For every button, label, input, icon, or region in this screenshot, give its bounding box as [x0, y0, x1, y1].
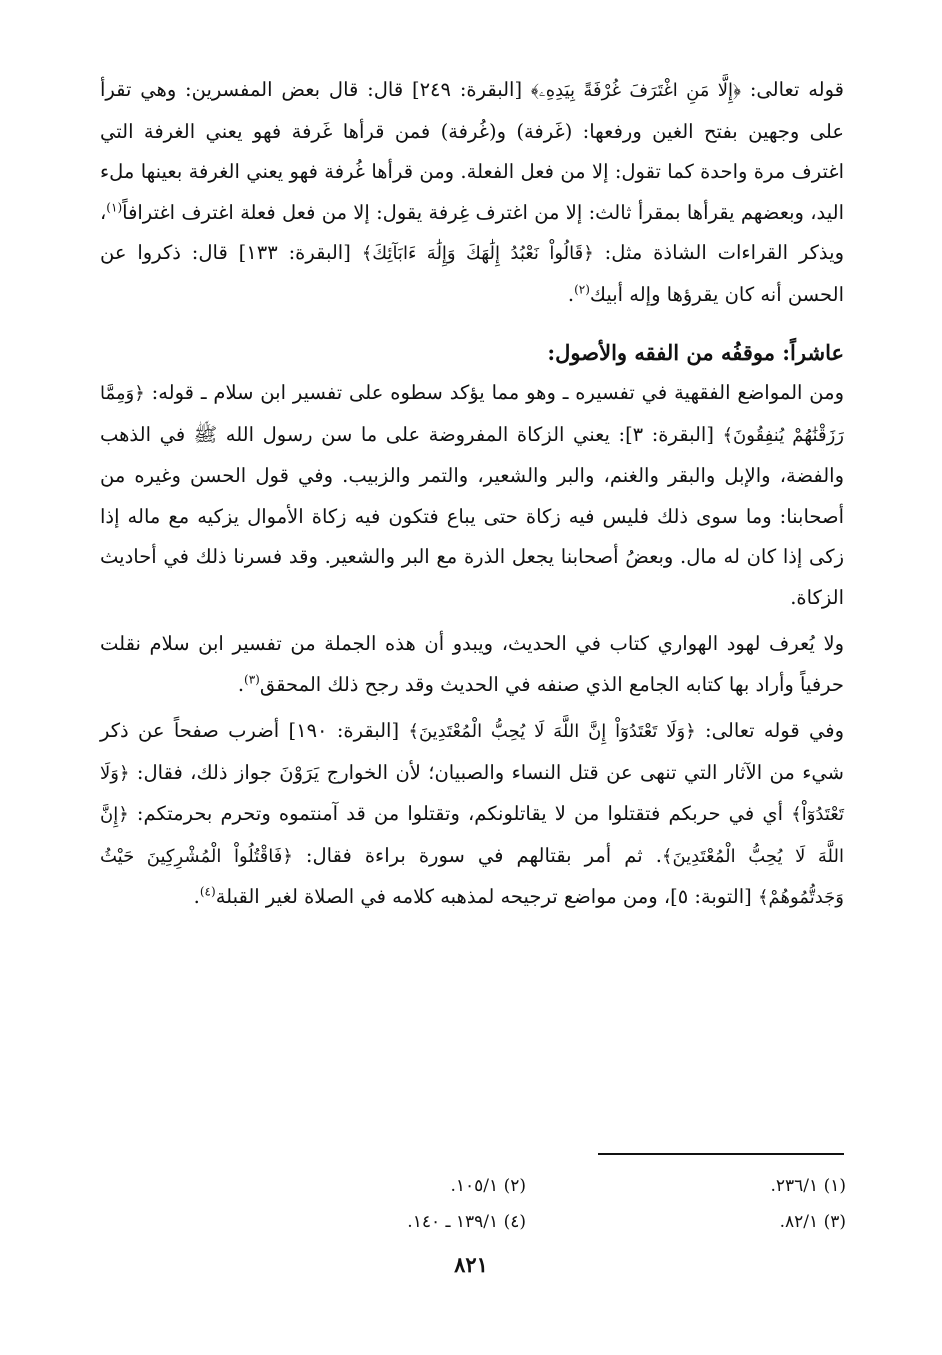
paragraph-text: ومن المواضع الفقهية في تفسيره ـ وهو مما يؤكد سطوه على تفسير ابن سلام ـ قوله:: [144, 381, 844, 404]
footnote-reference: (٣): [244, 672, 260, 686]
paragraph: [100, 70, 844, 315]
paragraph-text: .: [237, 672, 245, 696]
quran-verse: ﴿فَاقْتُلُواْ الْمُشْرِكِينَ حَيْثُ وَجَدتُّمُوهُمْ﴾: [100, 845, 844, 908]
paragraph-text: .: [193, 885, 200, 908]
paragraph-text: [البقرة: ٢٤٩] قال: قال بعض المفسرين: وهي تقرأ على وجهين بفتح الغين ورفعها: (غَرفة) و(غُرفة) فمن قرأها غَرفة فهو يعني الغرفة التي اغترف مرة واحدة كما تقول: إلا من فعل الفعلة. ومن قرأها غُرفة فهو يعني الغرفة بعينها ملء اليد، وبعضهم يقرأها بمقرأ ثالث: إلا من اغترف غِرفة يقول: إلا من فعل فعلة اغترف اغترافاً: [100, 78, 844, 224]
paragraph: [100, 624, 844, 705]
quran-verse: ﴿وَلَا تَعْتَدُوٓاْ﴾: [100, 762, 844, 825]
footnotes: [206, 1168, 846, 1240]
paragraph-text: ولا يُعرف لهود الهواري كتاب في الحديث، ويبدو أن هذه الجملة من تفسير ابن سلام نقلت حرفياً وأراد بها كتابه الجامع الذي صنفه في الحديث وقد رجح ذلك المحقق: [100, 632, 844, 696]
paragraph-text: أي في حربكم فتقتلوا من لا يقاتلونكم، وتقتلوا من قد آمنتموه وتحرم بحرمتكم:: [128, 802, 792, 825]
quran-verse: ﴿وَمِمَّا رَزَقْنَٰهُمْ يُنفِقُونَ﴾: [100, 383, 844, 446]
footnote-4: (٤) ١٣٩/١ ـ ١٤٠.: [407, 1212, 526, 1232]
paragraph-text: قوله تعالى:: [741, 78, 844, 101]
page-number: ٨٢١: [454, 1252, 488, 1277]
footnote-2: (٢) ١٠٥/١.: [450, 1176, 526, 1196]
paragraph-text: [البقرة: ٣]: يعني الزكاة المفروضة على ما سن رسول الله ﷺ في الذهب والفضة، والإبل والبقر والغنم، والبر والشعير، والتمر والزبيب. وفي قول الحسن وغيره من أصحابنا: وما سوى ذلك فليس فيه زكاة حتى يباع فتكون فيه زكاة الأموال يزكيه مع ماله إذا زكى إذا كان له مال. وبعضُ أصحابنا يجعل الذرة مع البر والشعير. وقد فسرنا ذلك في أحاديث الزكاة.: [100, 422, 844, 609]
footnote-row: [206, 1168, 846, 1204]
footnote-reference: (١): [106, 200, 123, 214]
footnote-1: (١) ٢٣٦/١.: [770, 1176, 846, 1196]
footnote-reference: (٤): [199, 884, 216, 899]
quran-verse: ﴿وَلَا تَعْتَدُوٓاْ إِنَّ اللَّهَ لَا يُحِبُّ الْمُعْتَدِينَ﴾: [408, 721, 696, 742]
bottom-paragraphs: [100, 373, 844, 919]
footnote-divider: [598, 1153, 844, 1155]
footnote-row: [206, 1204, 846, 1240]
section-title: عاشراً: موقفُه من الفقه والأصول:: [547, 340, 844, 365]
quran-verse: ﴿إِلَّا مَنِ اغْتَرَفَ غُرْفَةً بِيَدِهِۦ﴾: [530, 80, 742, 101]
paragraph-text: . ثم أمر بقتالهم في سورة براءة فقال:: [292, 843, 662, 867]
quran-verse: ﴿قَالُواْ نَعْبُدُ إِلَٰهَكَ وَإِلَٰهَ ءَابَآئِكَ﴾: [361, 243, 594, 264]
paragraph-text: [التوبة: ٥]، ومن مواضع ترجيحه لمذهبه كلامه في الصلاة لغير القبلة: [215, 885, 758, 908]
paragraph-text: .: [567, 282, 575, 306]
paragraph: [100, 373, 844, 618]
footnote-reference: (٢): [574, 282, 590, 296]
paragraph-text: [البقرة: ١٩٠] أضرب صفحاً عن ذكر شيء من الآثار التي تنهى عن قتل النساء والصبيان؛ لأن الخوارج يَرَوْنَ جواز ذلك، فقال:: [100, 719, 844, 784]
top-paragraphs: [100, 70, 844, 315]
paragraph: [100, 711, 844, 919]
paragraph-text: ، ويذكر القراءات الشاذة مثل:: [100, 200, 844, 264]
paragraph-text: [البقرة: ١٣٣] قال: ذكروا عن الحسن أنه كان يقرؤها وإله أبيك: [100, 241, 844, 306]
paragraph-text: وفي قوله تعالى:: [695, 719, 844, 742]
page-body: [100, 70, 844, 919]
quran-verse: ﴿إِنَّ اللَّهَ لَا يُحِبُّ الْمُعْتَدِينَ﴾: [100, 804, 844, 867]
footnote-3: (٣) ٨٢/١.: [779, 1212, 846, 1232]
